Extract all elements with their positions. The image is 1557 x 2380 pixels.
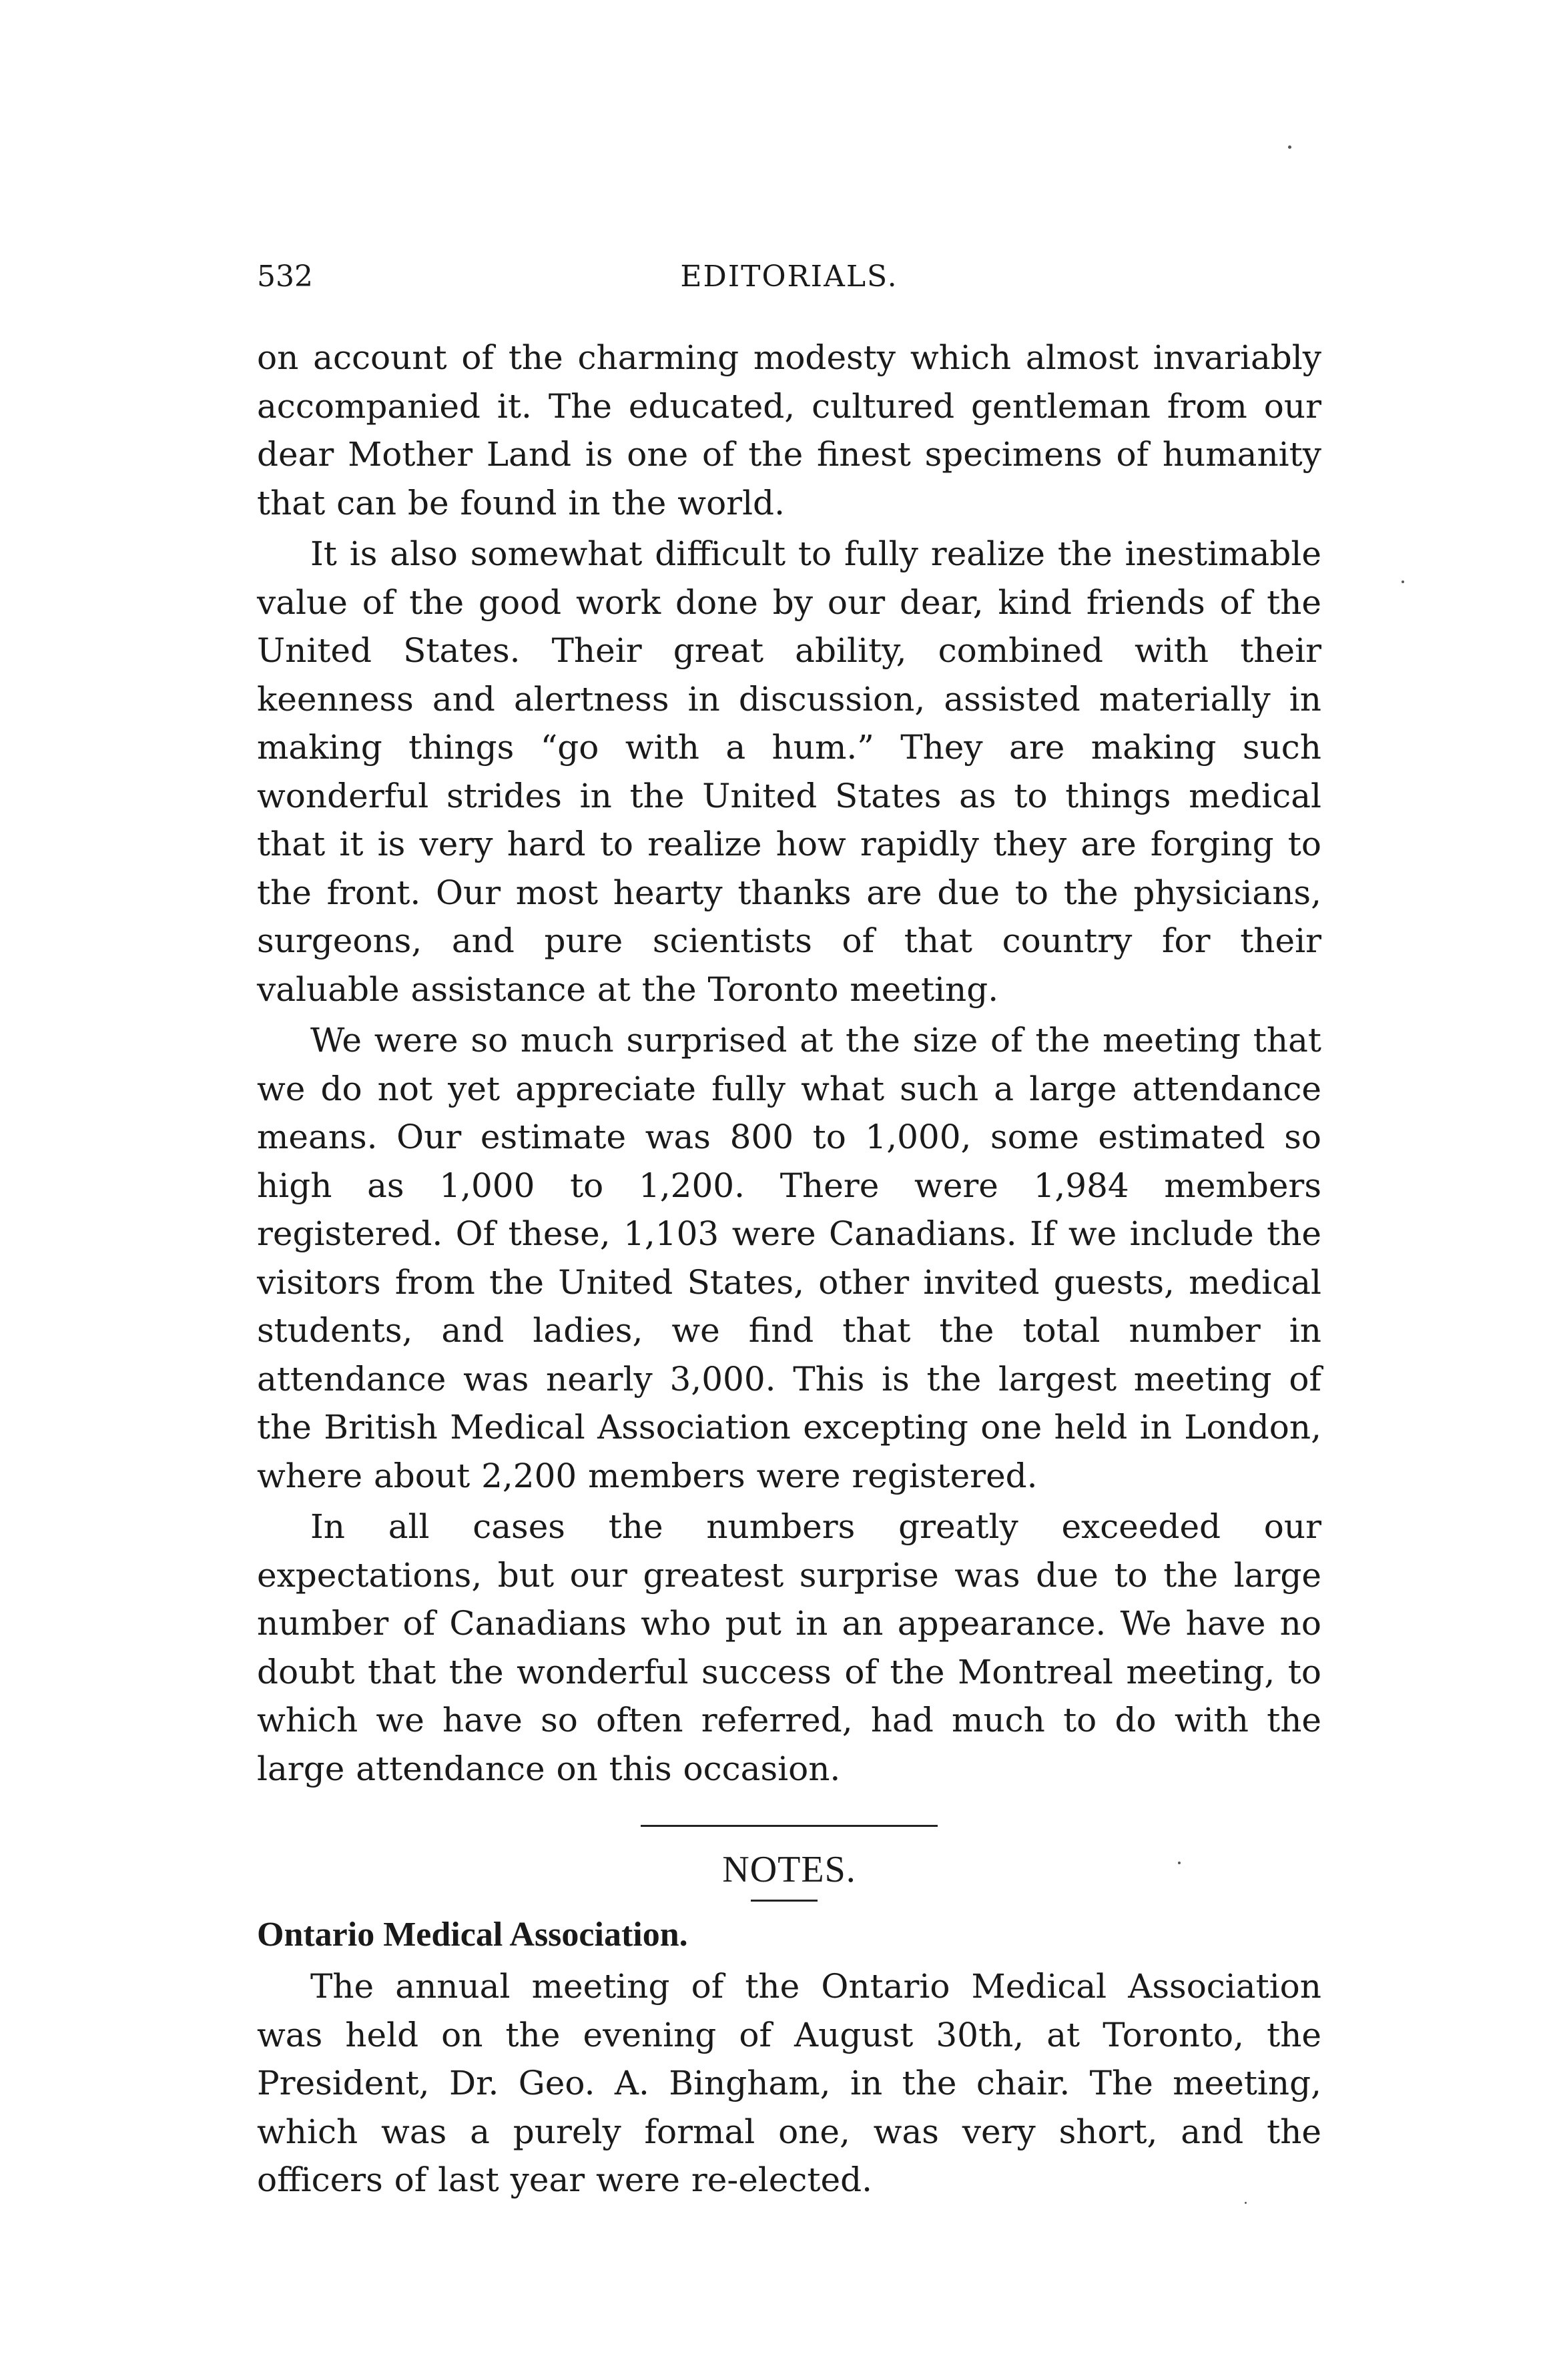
print-speck [1288, 145, 1291, 149]
running-head: EDITORIALS. [680, 260, 898, 294]
page-number: 532 [257, 260, 313, 294]
paragraph-canadians: In all cases the numbers greatly exceeded our expectations, but our greatest surprise was due to the large number of Canadians who put in an appearance. We have no doubt that the wonderful success of the Montreal meeting, to which we have so often referred, had much to do with the large attendance on this occasion. [257, 1507, 1321, 1788]
print-speck [1245, 2202, 1247, 2204]
print-speck [1178, 1862, 1181, 1864]
print-speck [1402, 580, 1404, 583]
paragraph-united-states: It is also somewhat difficult to fully realize the inestimable value of the good work done by our dear, kind friends of the United States. Their great ability, combined with their keenness and alertness in discussion, assisted materially in making things “go with a hum.” They are making such wonderful strides in the United States as to things medical that it is very hard to realize how rapidly they are forging to the front. Our most hearty thanks are due to the physicians, surgeons, and pure scientists of that country for their valuable assistance at the Toronto meeting. [257, 534, 1321, 1009]
notes-paragraph: The annual meeting of the Ontario Medical Association was held on the evening of August 30th, at Toronto, the President, Dr. Geo. A. Bingham, in the chair. The meeting, which was a purely formal one, was very short, and the officers of last year were re-elected. [257, 1967, 1321, 2199]
divider-rule [641, 1825, 938, 1827]
page-header [257, 254, 1321, 300]
paragraph-attendance: We were so much surprised at the size of the meeting that we do not yet appreciate fully what such a large attendance means. Our estimate was 800 to 1,000, some estimated so high as 1,000 to 1,200. There were 1,984 members registered. Of these, 1,103 were Canadians. If we include the visitors from the United States, other invited guests, medical students, and ladies, we find that the total number in attendance was nearly 3,000. This is the largest meeting of the British Medical Association excepting one held in London, where about 2,200 members were registered. [257, 1021, 1321, 1495]
paragraph-continuation: on account of the charming modesty which almost invariably accompanied it. The educated, cultured gentleman from our dear Mother Land is one of the finest specimens of humanity that can be found in the world. [257, 338, 1321, 522]
notes-heading: NOTES. [722, 1849, 856, 1890]
notes-subheading: Ontario Medical Association. [257, 1916, 688, 1954]
article-body [257, 334, 1321, 2207]
notes-underline [257, 1900, 1321, 1906]
section-divider [257, 1825, 1321, 1832]
